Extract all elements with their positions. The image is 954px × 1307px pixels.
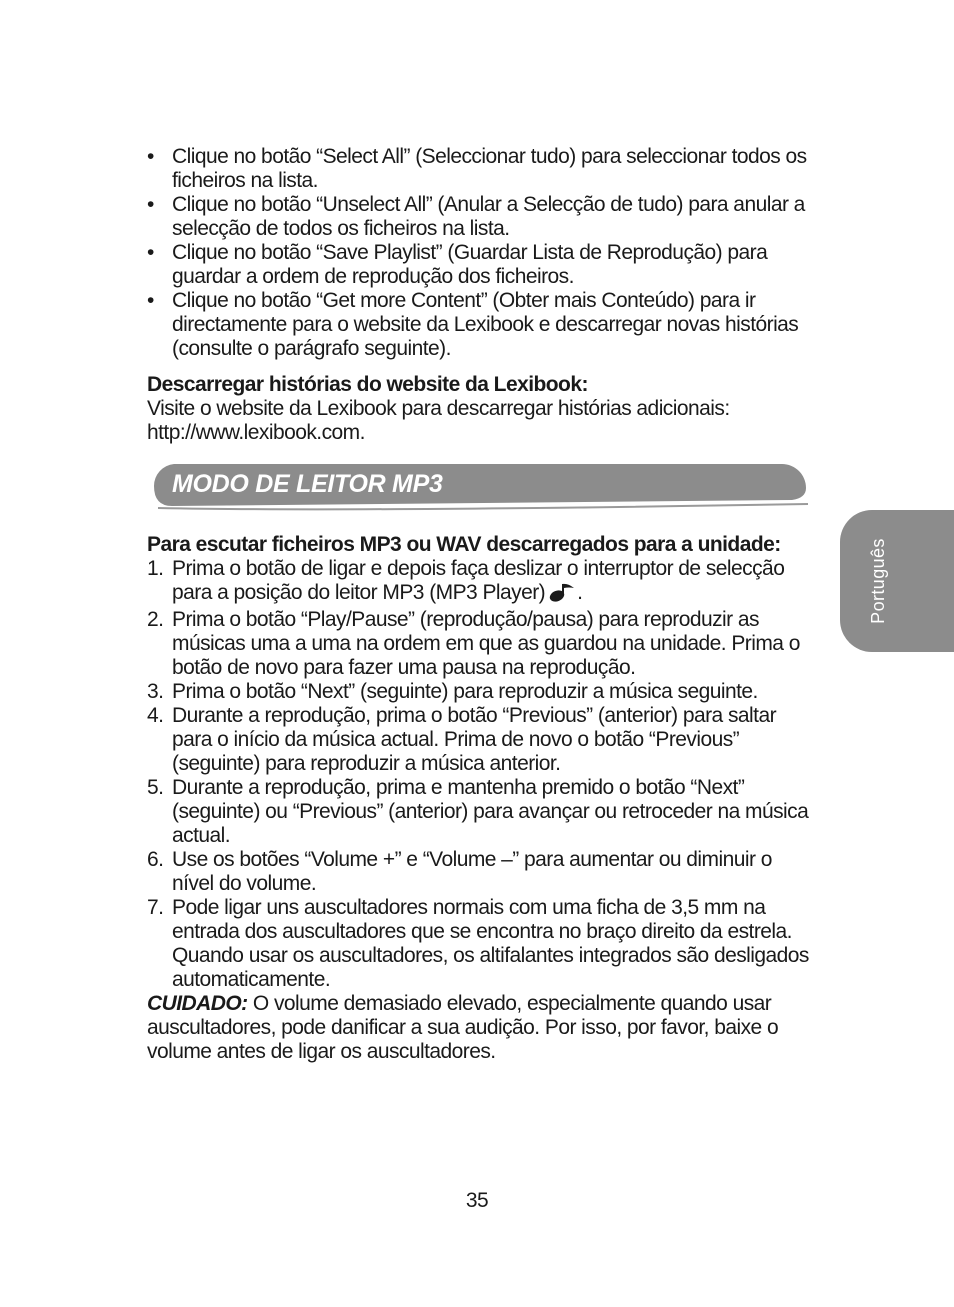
list-item-text: Clique no botão “Save Playlist” (Guardar Lista de Reprodução) para guardar a ordem de reprodução dos ficheiros. — [172, 241, 768, 288]
language-side-tab — [840, 510, 954, 652]
mp3-section — [147, 533, 812, 1064]
step-item — [147, 557, 812, 608]
list-item — [147, 289, 812, 361]
section-banner — [152, 462, 808, 516]
page-number: 35 — [465, 1189, 489, 1212]
step-item — [147, 776, 812, 848]
step-text: Pode ligar uns auscultadores normais com uma ficha de 3,5 mm na entrada dos auscultadores que se encontra no braço direito da estrela. Quando usar os auscultadores, os altifalantes integrados são desligados automaticamente. — [172, 896, 809, 991]
step-text: Durante a reprodução, prima o botão “Previous” (anterior) para saltar para o início da música actual. Prima de novo o botão “Previous” (seguinte) para reproduzir a música anterior. — [172, 704, 777, 775]
music-note-icon — [549, 582, 575, 608]
step-text: Durante a reprodução, prima e mantenha premido o botão “Next” (seguinte) ou “Previous” (anterior) para avançar ou retroceder na música actual. — [172, 776, 809, 847]
download-section — [147, 373, 812, 445]
bullet-marker: • — [147, 193, 154, 216]
caution-paragraph — [147, 992, 812, 1064]
list-item — [147, 241, 812, 289]
list-item-text: Clique no botão “Select All” (Seleccionar tudo) para seleccionar todos os ficheiros na lista. — [172, 145, 807, 192]
bullet-marker: • — [147, 145, 154, 168]
step-item — [147, 608, 812, 680]
step-text: Use os botões “Volume +” e “Volume –” para aumentar ou diminuir o nível do volume. — [172, 848, 772, 895]
step-number: 1. — [147, 557, 164, 580]
bullet-marker: • — [147, 241, 154, 264]
step-text: Prima o botão “Play/Pause” (reprodução/pausa) para reproduzir as músicas uma a uma na ordem em que as guardou na unidade. Prima o botão de novo para fazer uma pausa na reprodução. — [172, 608, 800, 679]
caution-label: CUIDADO: — [147, 992, 248, 1015]
step-text: Prima o botão “Next” (seguinte) para reproduzir a música seguinte. — [172, 680, 758, 703]
step-number: 3. — [147, 680, 164, 703]
section-heading: Para escutar ficheiros MP3 ou WAV descarregados para a unidade: — [147, 533, 781, 556]
step-text: Prima o botão de ligar e depois faça deslizar o interruptor de selecção para a posição do leitor MP3 (MP3 Player) — [172, 557, 785, 604]
step-suffix: . — [577, 581, 583, 604]
section-body: Visite o website da Lexibook para descarregar histórias adicionais: http://www.lexibook.com. — [147, 397, 730, 444]
step-item — [147, 680, 812, 704]
step-number: 5. — [147, 776, 164, 799]
step-item — [147, 704, 812, 776]
step-number: 4. — [147, 704, 164, 727]
list-item — [147, 145, 812, 193]
bullet-marker: • — [147, 289, 154, 312]
steps-list — [147, 557, 812, 992]
instruction-bullet-list — [147, 145, 812, 361]
list-item-text: Clique no botão “Unselect All” (Anular a Selecção de tudo) para anular a selecção de todos os ficheiros na lista. — [172, 193, 805, 240]
step-item — [147, 848, 812, 896]
list-item-text: Clique no botão “Get more Content” (Obter mais Conteúdo) para ir directamente para o website da Lexibook e descarregar novas histórias (consulte o parágrafo seguinte). — [172, 289, 799, 360]
step-number: 2. — [147, 608, 164, 631]
section-heading: Descarregar histórias do website da Lexibook: — [147, 373, 588, 396]
language-tab-label: Português — [868, 538, 888, 624]
caution-text: O volume demasiado elevado, especialmente quando usar auscultadores, pode danificar a sua audição. Por isso, por favor, baixe o volume antes de ligar os auscultadores. — [147, 992, 779, 1063]
step-item — [147, 896, 812, 992]
list-item — [147, 193, 812, 241]
banner-title: MODO DE LEITOR MP3 — [172, 470, 443, 498]
step-number: 7. — [147, 896, 164, 919]
step-number: 6. — [147, 848, 164, 871]
